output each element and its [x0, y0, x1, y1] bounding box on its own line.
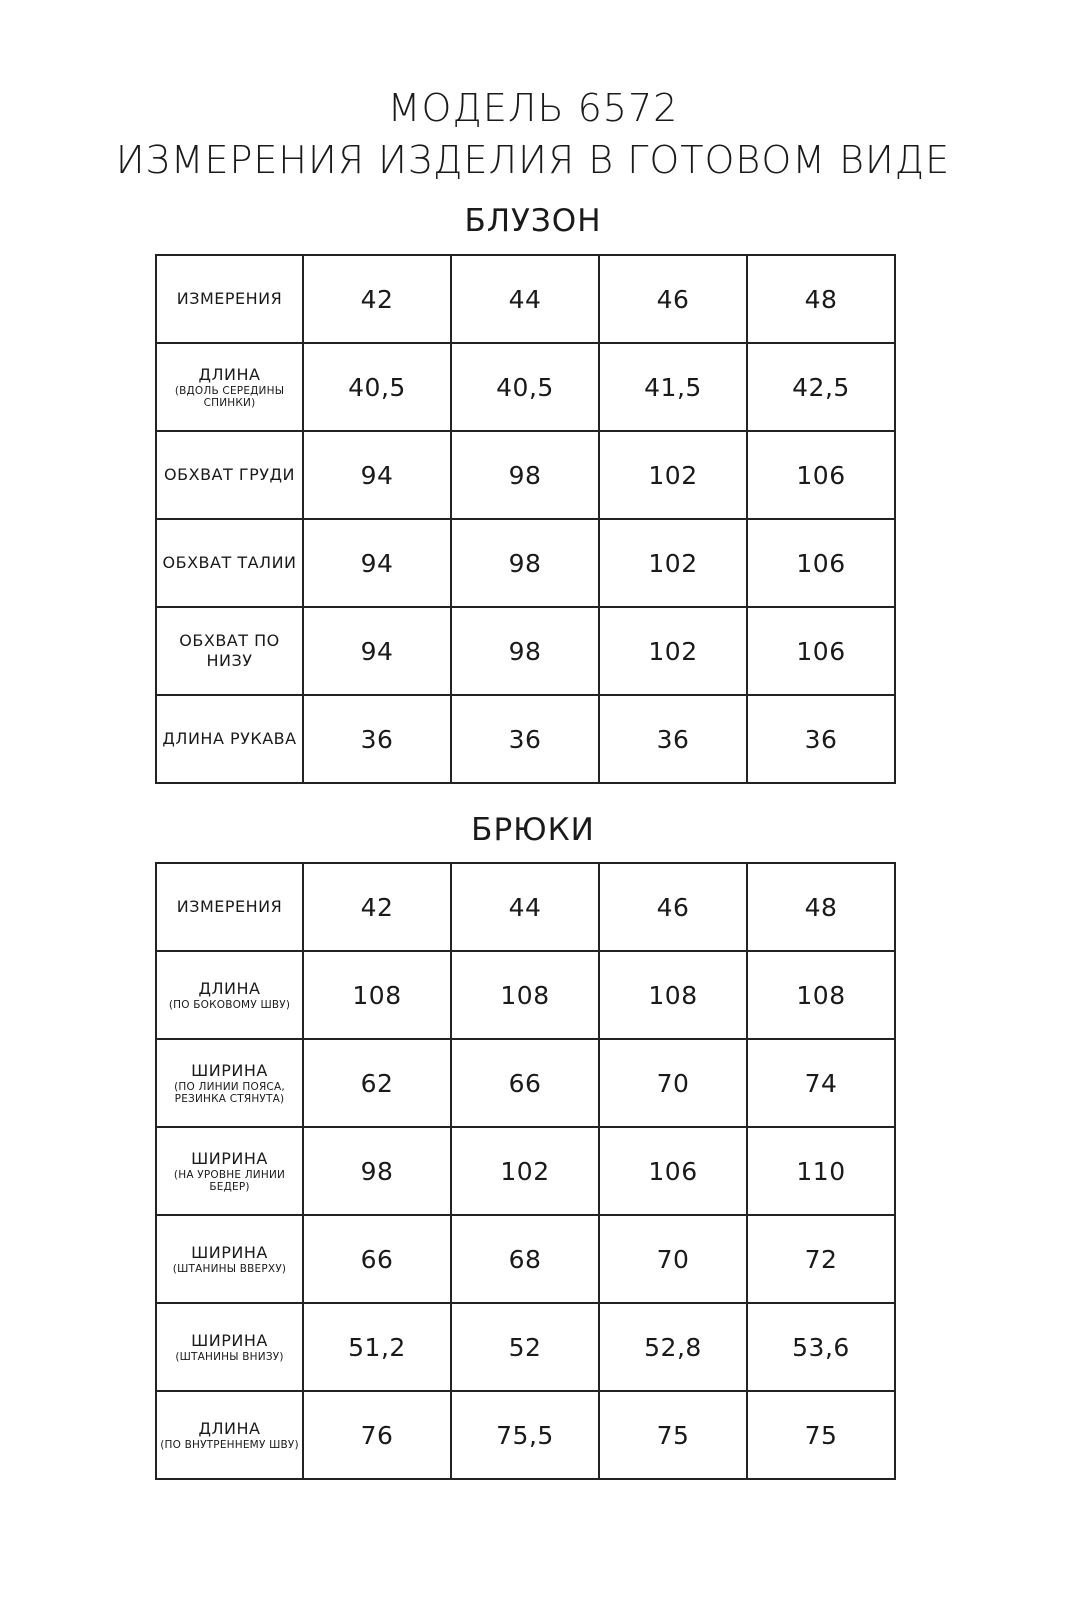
table-header-row: [156, 863, 895, 951]
value-cell: 94: [303, 431, 451, 519]
row-label-cell: [156, 343, 303, 431]
table-row: [156, 1215, 895, 1303]
value-cell: 98: [303, 1127, 451, 1215]
header-label: ИЗМЕРЕНИЯ: [176, 897, 283, 916]
value-cell: 36: [303, 695, 451, 783]
row-label-cell: [156, 1127, 303, 1215]
table-row: [156, 1303, 895, 1391]
table-row: [156, 1127, 895, 1215]
row-label-cell: [156, 1303, 303, 1391]
table-row: [156, 951, 895, 1039]
trousers-section-title: БРЮКИ: [471, 812, 595, 848]
row-label: ДЛИНА: [198, 979, 261, 998]
row-label-cell: [156, 1391, 303, 1479]
value-cell: 106: [747, 431, 895, 519]
value-cell: 74: [747, 1039, 895, 1127]
value-cell: 68: [451, 1215, 599, 1303]
value-cell: 110: [747, 1127, 895, 1215]
value-cell: 102: [599, 431, 747, 519]
value-cell: 94: [303, 519, 451, 607]
trousers-size-table: [155, 862, 896, 1480]
value-cell: 102: [599, 519, 747, 607]
value-cell: 66: [451, 1039, 599, 1127]
row-label-cell: [156, 1039, 303, 1127]
blouson-section-title: БЛУЗОН: [464, 203, 602, 239]
row-sublabel: (ШТАНИНЫ ВВЕРХУ): [172, 1263, 287, 1275]
value-cell: 102: [451, 1127, 599, 1215]
row-label: ОБХВАТ ТАЛИИ: [162, 553, 297, 572]
value-cell: 108: [303, 951, 451, 1039]
value-cell: 51,2: [303, 1303, 451, 1391]
row-label-cell: [156, 607, 303, 695]
table-row: [156, 343, 895, 431]
value-cell: 106: [747, 519, 895, 607]
row-label-cell: [156, 431, 303, 519]
size-header-cell: 44: [451, 863, 599, 951]
header-label: ИЗМЕРЕНИЯ: [176, 289, 283, 308]
value-cell: 98: [451, 519, 599, 607]
value-cell: 42,5: [747, 343, 895, 431]
value-cell: 75,5: [451, 1391, 599, 1479]
table-header-row: [156, 255, 895, 343]
size-header-cell: 46: [599, 863, 747, 951]
value-cell: 106: [599, 1127, 747, 1215]
value-cell: 98: [451, 431, 599, 519]
size-header-cell: 44: [451, 255, 599, 343]
row-label-cell: [156, 519, 303, 607]
table-row: [156, 519, 895, 607]
row-label: ШИРИНА: [191, 1061, 268, 1080]
value-cell: 70: [599, 1039, 747, 1127]
value-cell: 76: [303, 1391, 451, 1479]
table-row: [156, 431, 895, 519]
row-label-cell: [156, 695, 303, 783]
table-row: [156, 607, 895, 695]
header-label-cell: [156, 863, 303, 951]
model-title: МОДЕЛЬ 6572: [387, 86, 679, 130]
row-sublabel: (ШТАНИНЫ ВНИЗУ): [175, 1351, 284, 1363]
value-cell: 36: [747, 695, 895, 783]
document-title: [0, 82, 1066, 186]
table-row: [156, 1391, 895, 1479]
value-cell: 36: [599, 695, 747, 783]
row-label: ОБХВАТ ГРУДИ: [164, 465, 295, 484]
value-cell: 94: [303, 607, 451, 695]
size-header-cell: 48: [747, 255, 895, 343]
row-sublabel: (НА УРОВНЕ ЛИНИИ БЕДЕР): [173, 1169, 286, 1193]
value-cell: 102: [599, 607, 747, 695]
size-header-cell: 42: [303, 863, 451, 951]
row-label: ДЛИНА: [198, 1419, 261, 1438]
row-sublabel: (ВДОЛЬ СЕРЕДИНЫ СПИНКИ): [174, 385, 285, 409]
value-cell: 108: [599, 951, 747, 1039]
value-cell: 36: [451, 695, 599, 783]
row-label: ОБХВАТ ПО НИЗУ: [179, 631, 280, 670]
value-cell: 98: [451, 607, 599, 695]
table-row: [156, 695, 895, 783]
value-cell: 75: [747, 1391, 895, 1479]
value-cell: 40,5: [451, 343, 599, 431]
row-label: ШИРИНА: [191, 1243, 268, 1262]
row-label-cell: [156, 951, 303, 1039]
value-cell: 62: [303, 1039, 451, 1127]
row-label-cell: [156, 1215, 303, 1303]
row-label: ШИРИНА: [191, 1331, 268, 1350]
size-header-cell: 42: [303, 255, 451, 343]
row-sublabel: (ПО ЛИНИИ ПОЯСА, РЕЗИНКА СТЯНУТА): [174, 1081, 285, 1105]
value-cell: 52: [451, 1303, 599, 1391]
value-cell: 66: [303, 1215, 451, 1303]
row-label: ДЛИНА: [198, 365, 261, 384]
size-header-cell: 46: [599, 255, 747, 343]
row-sublabel: (ПО БОКОВОМУ ШВУ): [168, 999, 291, 1011]
value-cell: 108: [747, 951, 895, 1039]
row-label: ШИРИНА: [191, 1149, 268, 1168]
value-cell: 41,5: [599, 343, 747, 431]
value-cell: 106: [747, 607, 895, 695]
value-cell: 70: [599, 1215, 747, 1303]
header-label-cell: [156, 255, 303, 343]
measurements-title: ИЗМЕРЕНИЯ ИЗДЕЛИЯ В ГОТОВОМ ВИДЕ: [115, 138, 951, 182]
value-cell: 53,6: [747, 1303, 895, 1391]
blouson-size-table: [155, 254, 896, 784]
value-cell: 72: [747, 1215, 895, 1303]
row-label: ДЛИНА РУКАВА: [162, 729, 297, 748]
value-cell: 40,5: [303, 343, 451, 431]
value-cell: 108: [451, 951, 599, 1039]
row-sublabel: (ПО ВНУТРЕННЕМУ ШВУ): [160, 1439, 299, 1451]
value-cell: 52,8: [599, 1303, 747, 1391]
table-row: [156, 1039, 895, 1127]
size-header-cell: 48: [747, 863, 895, 951]
value-cell: 75: [599, 1391, 747, 1479]
